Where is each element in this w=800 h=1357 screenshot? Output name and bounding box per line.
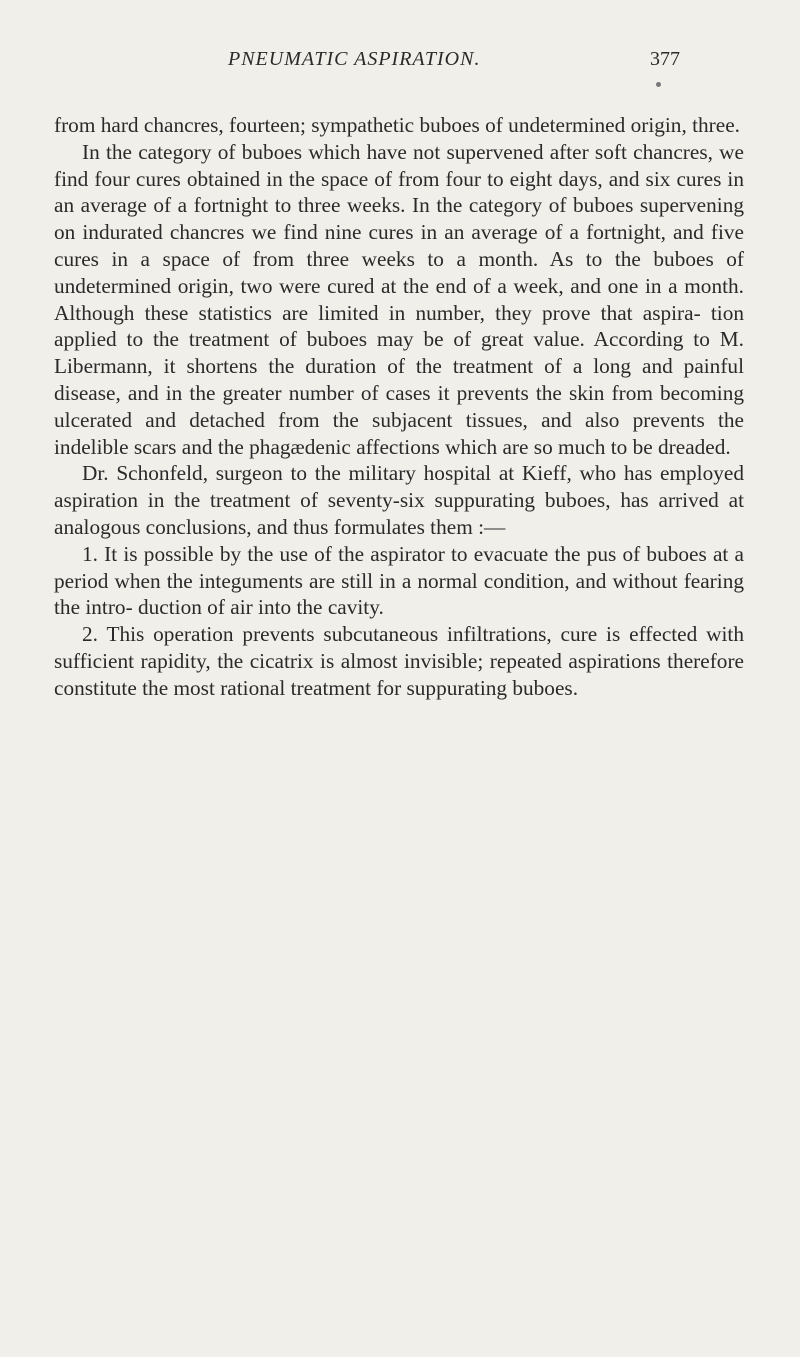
- conclusion-item-1: 1. It is possible by the use of the aspirator to evacuate the pus of buboes at a period when the integuments are still in a normal condition, and without fearing the intro- duction of air into the cavity.: [54, 541, 744, 620]
- paragraph-statistics: In the category of buboes which have not supervened after soft chancres, we find four cures obtained in the space of from four to eight days, and six cures in an average of a fortnight to three weeks. In the category of buboes supervening on indurated chancres we find nine cures in an average of a fortnight, and five cures in a space of from three weeks to a month. As to the buboes of undetermined origin, two were cured at the end of a week, and one in a month. Although these statistics are limited in number, they prove that aspira- tion applied to the treatment of buboes may be of great value. According to M. Libermann, it shortens the duration of the treatment of a long and painful disease, and in the greater number of cases it prevents the skin from becoming ulcerated and detached from the subjacent tissues, and also prevents the indelible scars and the phagædenic affections which are so much to be dreaded.: [54, 139, 744, 459]
- paragraph-schonfeld: Dr. Schonfeld, surgeon to the military hospital at Kieff, who has employed aspiration in the treatment of seventy-six suppurating buboes, has arrived at analogous conclusions, and thus formulates them :—: [54, 461, 744, 539]
- page-number: 377: [650, 48, 680, 70]
- ink-speck: [656, 82, 661, 87]
- running-title: PNEUMATIC ASPIRATION.: [228, 48, 481, 70]
- paragraph-continuation: from hard chancres, fourteen; sympathetic buboes of undetermined origin, three.: [54, 113, 740, 137]
- body-text: [54, 112, 744, 702]
- conclusion-item-2: 2. This operation prevents subcutaneous infiltrations, cure is effected with sufficient rapidity, the cicatrix is almost invisible; repeated aspirations therefore constitute the most rational treatment for suppurating buboes.: [54, 622, 744, 700]
